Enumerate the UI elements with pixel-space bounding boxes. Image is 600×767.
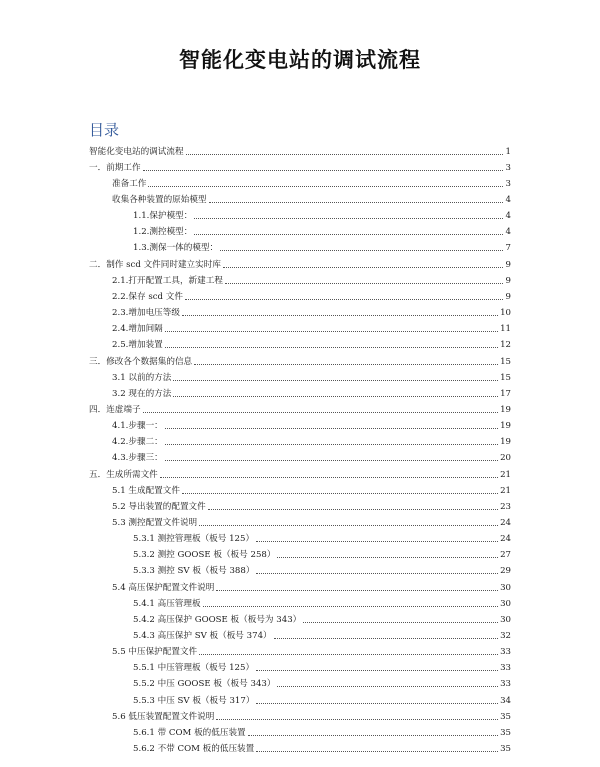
toc-entry-label: 五．生成所需文件 <box>89 470 158 480</box>
toc-entry-page: 11 <box>500 324 511 334</box>
toc-leader <box>194 233 503 235</box>
toc-entry[interactable] <box>112 450 511 464</box>
toc-entry[interactable] <box>133 224 511 238</box>
toc-entry-label: 5.3.2 测控 GOOSE 板（板号 258） <box>133 550 276 560</box>
toc-entry-label: 4.2.步骤二： <box>112 437 163 447</box>
toc-entry-page: 33 <box>500 663 511 673</box>
toc-leader <box>256 669 498 671</box>
toc-entry[interactable] <box>112 418 511 432</box>
toc-entry-page: 19 <box>500 405 511 415</box>
toc-entry-page: 12 <box>500 340 511 350</box>
toc-entry-label: 一．前期工作 <box>89 163 141 173</box>
toc-leader <box>216 589 498 591</box>
toc-leader <box>173 395 498 397</box>
toc-leader <box>182 314 498 316</box>
toc-entry-page: 15 <box>500 357 511 367</box>
toc-entry-page: 33 <box>500 679 511 689</box>
toc-entry-label: 1.3.测保一体的模型： <box>133 243 219 253</box>
toc-entry[interactable] <box>133 725 511 739</box>
toc-entry[interactable] <box>133 240 511 254</box>
toc-leader <box>256 702 498 704</box>
toc-entry-page: 34 <box>500 696 511 706</box>
toc-entry-label: 2.2.保存 scd 文件 <box>112 292 183 302</box>
toc-leader <box>274 637 498 639</box>
toc-leader <box>208 508 498 510</box>
toc-entry-page: 32 <box>500 631 511 641</box>
toc-entry-page: 4 <box>505 211 511 221</box>
toc-entry-page: 21 <box>500 486 511 496</box>
toc-entry-page: 3 <box>505 163 511 173</box>
toc-entry-label: 二．制作 scd 文件同时建立实时库 <box>89 260 221 270</box>
toc-leader <box>173 379 498 381</box>
toc-entry-label: 5.4.2 高压保护 GOOSE 板（板号为 343） <box>133 615 302 625</box>
toc-entry[interactable] <box>133 208 511 222</box>
toc-entry-label: 3.1 以前的方法 <box>112 373 172 383</box>
toc-entry-page: 9 <box>505 276 511 286</box>
toc-entry-page: 35 <box>500 728 511 738</box>
toc-entry[interactable] <box>89 354 511 368</box>
toc-leader <box>225 282 503 284</box>
toc-entry[interactable] <box>133 741 511 755</box>
toc-entry[interactable] <box>89 257 511 271</box>
toc-entry-label: 3.2 现在的方法 <box>112 389 172 399</box>
toc-entry-label: 4.3.步骤三： <box>112 453 163 463</box>
toc-leader <box>148 185 503 187</box>
toc-entry[interactable] <box>133 676 511 690</box>
toc-entry-page: 1 <box>505 147 511 157</box>
toc-entry[interactable] <box>89 144 511 158</box>
toc-entry-page: 7 <box>505 243 511 253</box>
toc-entry-label: 三．修改各个数据集的信息 <box>89 357 193 367</box>
toc-entry-page: 19 <box>500 421 511 431</box>
toc-entry-label: 5.4.3 高压保护 SV 板（板号 374） <box>133 631 272 641</box>
toc-entry-label: 5.6.1 带 COM 板的低压装置 <box>133 728 246 738</box>
toc-entry-label: 5.5.1 中压管理板（板号 125） <box>133 663 255 673</box>
toc-entry-label: 5.3 测控配置文件说明 <box>112 518 198 528</box>
toc-leader <box>203 605 498 607</box>
toc-leader <box>277 556 498 558</box>
toc-entry-page: 17 <box>500 389 511 399</box>
toc-entry-page: 3 <box>505 179 511 189</box>
toc-leader <box>199 653 498 655</box>
toc-entry[interactable] <box>133 531 511 545</box>
toc-entry-label: 5.6.2 不带 COM 板的低压装置 <box>133 744 255 754</box>
document-title: 智能化变电站的调试流程 <box>179 48 421 72</box>
toc-leader <box>209 201 503 203</box>
toc-leader <box>220 249 503 251</box>
toc-entry-label: 5.1 生成配置文件 <box>112 486 180 496</box>
toc-entry-label: 四．连虚端子 <box>89 405 141 415</box>
toc-entry[interactable] <box>112 305 511 319</box>
toc-entry-page: 4 <box>505 195 511 205</box>
toc-entry[interactable] <box>112 370 511 384</box>
toc-entry[interactable] <box>133 612 511 626</box>
toc-entry-label: 5.4.1 高压管理板 <box>133 599 201 609</box>
toc-entry-page: 20 <box>500 453 511 463</box>
toc-entry-page: 33 <box>500 647 511 657</box>
toc-entry-label: 1.2.测控模型： <box>133 227 193 237</box>
toc-leader <box>303 621 498 623</box>
toc-entry[interactable] <box>112 499 511 513</box>
toc-entry[interactable] <box>133 596 511 610</box>
toc-entry[interactable] <box>133 693 511 707</box>
toc-entry-page: 9 <box>505 292 511 302</box>
toc-entry-page: 23 <box>500 502 511 512</box>
toc-entry-page: 30 <box>500 599 511 609</box>
toc-leader <box>216 718 498 720</box>
toc-leader <box>165 443 498 445</box>
toc-entry-page: 21 <box>500 470 511 480</box>
toc-leader <box>256 572 498 574</box>
toc-leader <box>256 540 498 542</box>
toc-entry[interactable] <box>112 709 511 723</box>
toc-entry[interactable] <box>112 321 511 335</box>
toc-entry-page: 15 <box>500 373 511 383</box>
toc-heading: 目录 <box>89 121 120 139</box>
toc-entry-page: 30 <box>500 615 511 625</box>
toc-entry[interactable] <box>89 402 511 416</box>
toc-entry-page: 27 <box>500 550 511 560</box>
toc-leader <box>165 330 498 332</box>
toc-leader <box>165 346 498 348</box>
toc-leader <box>143 411 498 413</box>
toc-entry[interactable] <box>112 434 511 448</box>
toc-entry-label: 5.2 导出装置的配置文件 <box>112 502 206 512</box>
toc-entry-label: 5.5 中压保护配置文件 <box>112 647 198 657</box>
toc-leader <box>143 169 503 171</box>
toc-entry-label: 5.4 高压保护配置文件说明 <box>112 583 215 593</box>
toc-entry-label: 5.6 低压装置配置文件说明 <box>112 712 215 722</box>
toc-entry[interactable] <box>112 337 511 351</box>
toc-entry-label: 5.3.1 测控管理板（板号 125） <box>133 534 255 544</box>
toc-leader <box>248 734 498 736</box>
toc-entry[interactable] <box>112 273 511 287</box>
toc-entry[interactable] <box>112 644 511 658</box>
toc-entry-label: 2.1.打开配置工具，新建工程 <box>112 276 223 286</box>
toc-entry-label: 智能化变电站的调试流程 <box>89 147 184 157</box>
toc-entry[interactable] <box>133 563 511 577</box>
toc-entry[interactable] <box>112 483 511 497</box>
toc-leader <box>165 427 498 429</box>
toc-entry-label: 2.5.增加装置 <box>112 340 163 350</box>
toc-entry-label: 2.3.增加电压等级 <box>112 308 180 318</box>
toc-entry[interactable] <box>133 547 511 561</box>
toc-entry[interactable] <box>112 580 511 594</box>
toc-leader <box>185 298 503 300</box>
toc-entry-label: 5.5.2 中压 GOOSE 板（板号 343） <box>133 679 276 689</box>
toc-entry-label: 1.1.保护模型： <box>133 211 193 221</box>
toc-entry[interactable] <box>133 660 511 674</box>
toc-entry-page: 10 <box>500 308 511 318</box>
toc-leader <box>165 459 498 461</box>
toc-entry-label: 准备工作 <box>112 179 147 189</box>
toc-leader <box>277 685 498 687</box>
toc-entry[interactable] <box>112 289 511 303</box>
toc-entry-page: 19 <box>500 437 511 447</box>
toc-leader <box>223 266 503 268</box>
toc-entry[interactable] <box>112 515 511 529</box>
toc-leader <box>199 524 498 526</box>
toc-leader <box>182 492 498 494</box>
toc-entry[interactable] <box>133 628 511 642</box>
toc-entry-page: 9 <box>505 260 511 270</box>
toc-entry[interactable] <box>112 176 511 190</box>
toc-entry-page: 4 <box>505 227 511 237</box>
toc-leader <box>160 476 498 478</box>
toc-leader <box>194 363 498 365</box>
toc-entry-page: 30 <box>500 583 511 593</box>
toc-entry[interactable] <box>112 192 511 206</box>
toc-entry-label: 5.3.3 测控 SV 板（板号 388） <box>133 566 255 576</box>
toc-entry-page: 24 <box>500 518 511 528</box>
toc-entry-page: 29 <box>500 566 511 576</box>
toc-entry-label: 5.5.3 中压 SV 板（板号 317） <box>133 696 255 706</box>
toc-entry-label: 2.4.增加间隔 <box>112 324 163 334</box>
toc-entry-page: 35 <box>500 744 511 754</box>
toc-entry-label: 收集各种装置的原始模型 <box>112 195 207 205</box>
toc-entry[interactable] <box>89 160 511 174</box>
toc-entry-page: 24 <box>500 534 511 544</box>
toc-entry[interactable] <box>112 386 511 400</box>
toc-leader <box>186 153 503 155</box>
toc-leader <box>194 217 503 219</box>
toc-entry-page: 35 <box>500 712 511 722</box>
toc-entry[interactable] <box>89 467 511 481</box>
toc-leader <box>256 750 498 752</box>
toc-entry-label: 4.1.步骤一： <box>112 421 163 431</box>
